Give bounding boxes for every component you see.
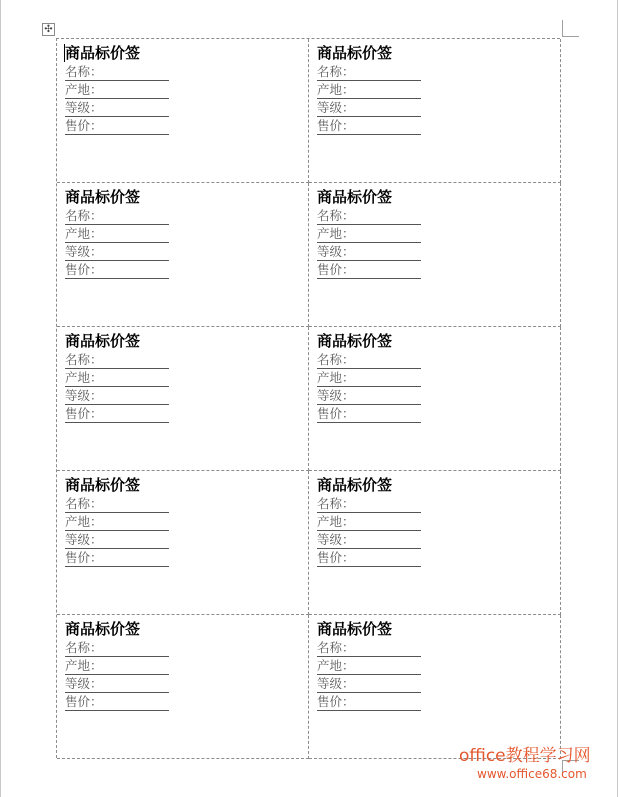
price-field[interactable]: 售价： xyxy=(65,117,169,135)
name-field[interactable]: 名称： xyxy=(317,63,421,81)
origin-field[interactable]: 产地： xyxy=(317,225,421,243)
label-cell[interactable] xyxy=(57,183,309,327)
label-cell[interactable] xyxy=(57,471,309,615)
watermark-url: www.office68.com xyxy=(477,767,587,781)
grade-field[interactable]: 等级： xyxy=(65,675,169,693)
label-title: 商品标价签 xyxy=(317,44,393,62)
label-cell[interactable] xyxy=(57,39,309,183)
name-field[interactable]: 名称： xyxy=(317,495,421,513)
origin-field[interactable]: 产地： xyxy=(65,513,169,531)
label-title: 商品标价签 xyxy=(317,332,393,350)
price-field[interactable]: 售价： xyxy=(65,261,169,279)
label-title: 商品标价签 xyxy=(65,476,141,494)
price-field[interactable]: 售价： xyxy=(317,405,421,423)
name-field[interactable]: 名称： xyxy=(317,639,421,657)
grade-field[interactable]: 等级： xyxy=(317,387,421,405)
price-field[interactable]: 售价： xyxy=(317,693,421,711)
price-field[interactable]: 售价： xyxy=(65,405,169,423)
name-field[interactable]: 名称： xyxy=(65,63,169,81)
name-field[interactable]: 名称： xyxy=(317,351,421,369)
name-field[interactable]: 名称： xyxy=(65,351,169,369)
site-watermark xyxy=(459,745,615,781)
watermark-title: office教程学习网 xyxy=(459,746,591,766)
grade-field[interactable]: 等级： xyxy=(65,243,169,261)
label-title: 商品标价签 xyxy=(317,476,393,494)
origin-field[interactable]: 产地： xyxy=(317,369,421,387)
price-field[interactable]: 售价： xyxy=(65,549,169,567)
grade-field[interactable]: 等级： xyxy=(317,531,421,549)
origin-field[interactable]: 产地： xyxy=(65,657,169,675)
price-field[interactable]: 售价： xyxy=(65,693,169,711)
grade-field[interactable]: 等级： xyxy=(317,675,421,693)
origin-field[interactable]: 产地： xyxy=(65,369,169,387)
origin-field[interactable]: 产地： xyxy=(317,657,421,675)
price-field[interactable]: 售价： xyxy=(317,117,421,135)
grade-field[interactable]: 等级： xyxy=(65,99,169,117)
label-cell[interactable] xyxy=(57,615,309,759)
grade-field[interactable]: 等级： xyxy=(317,243,421,261)
name-field[interactable]: 名称： xyxy=(65,207,169,225)
name-field[interactable]: 名称： xyxy=(65,639,169,657)
label-cell[interactable] xyxy=(309,471,561,615)
margin-corner-top-right xyxy=(562,20,579,37)
origin-field[interactable]: 产地： xyxy=(317,513,421,531)
origin-field[interactable]: 产地： xyxy=(317,81,421,99)
label-title: 商品标价签 xyxy=(317,188,393,206)
grade-field[interactable]: 等级： xyxy=(317,99,421,117)
label-title: 商品标价签 xyxy=(317,620,393,638)
label-cell[interactable] xyxy=(309,615,561,759)
origin-field[interactable]: 产地： xyxy=(65,81,169,99)
label-title: 商品标价签 xyxy=(65,188,141,206)
label-title: 商品标价签 xyxy=(65,332,141,350)
grade-field[interactable]: 等级： xyxy=(65,387,169,405)
label-cell[interactable] xyxy=(309,39,561,183)
name-field[interactable]: 名称： xyxy=(65,495,169,513)
name-field[interactable]: 名称： xyxy=(317,207,421,225)
label-cell[interactable] xyxy=(57,327,309,471)
label-cell[interactable] xyxy=(309,327,561,471)
label-title: 商品标价签 xyxy=(65,620,141,638)
label-title: 商品标价签 xyxy=(65,44,141,62)
grade-field[interactable]: 等级： xyxy=(65,531,169,549)
label-table[interactable] xyxy=(56,38,560,758)
origin-field[interactable]: 产地： xyxy=(65,225,169,243)
price-field[interactable]: 售价： xyxy=(317,549,421,567)
label-cell[interactable] xyxy=(309,183,561,327)
table-move-handle-icon[interactable]: ✣ xyxy=(42,23,55,36)
text-cursor xyxy=(64,44,65,62)
price-field[interactable]: 售价： xyxy=(317,261,421,279)
